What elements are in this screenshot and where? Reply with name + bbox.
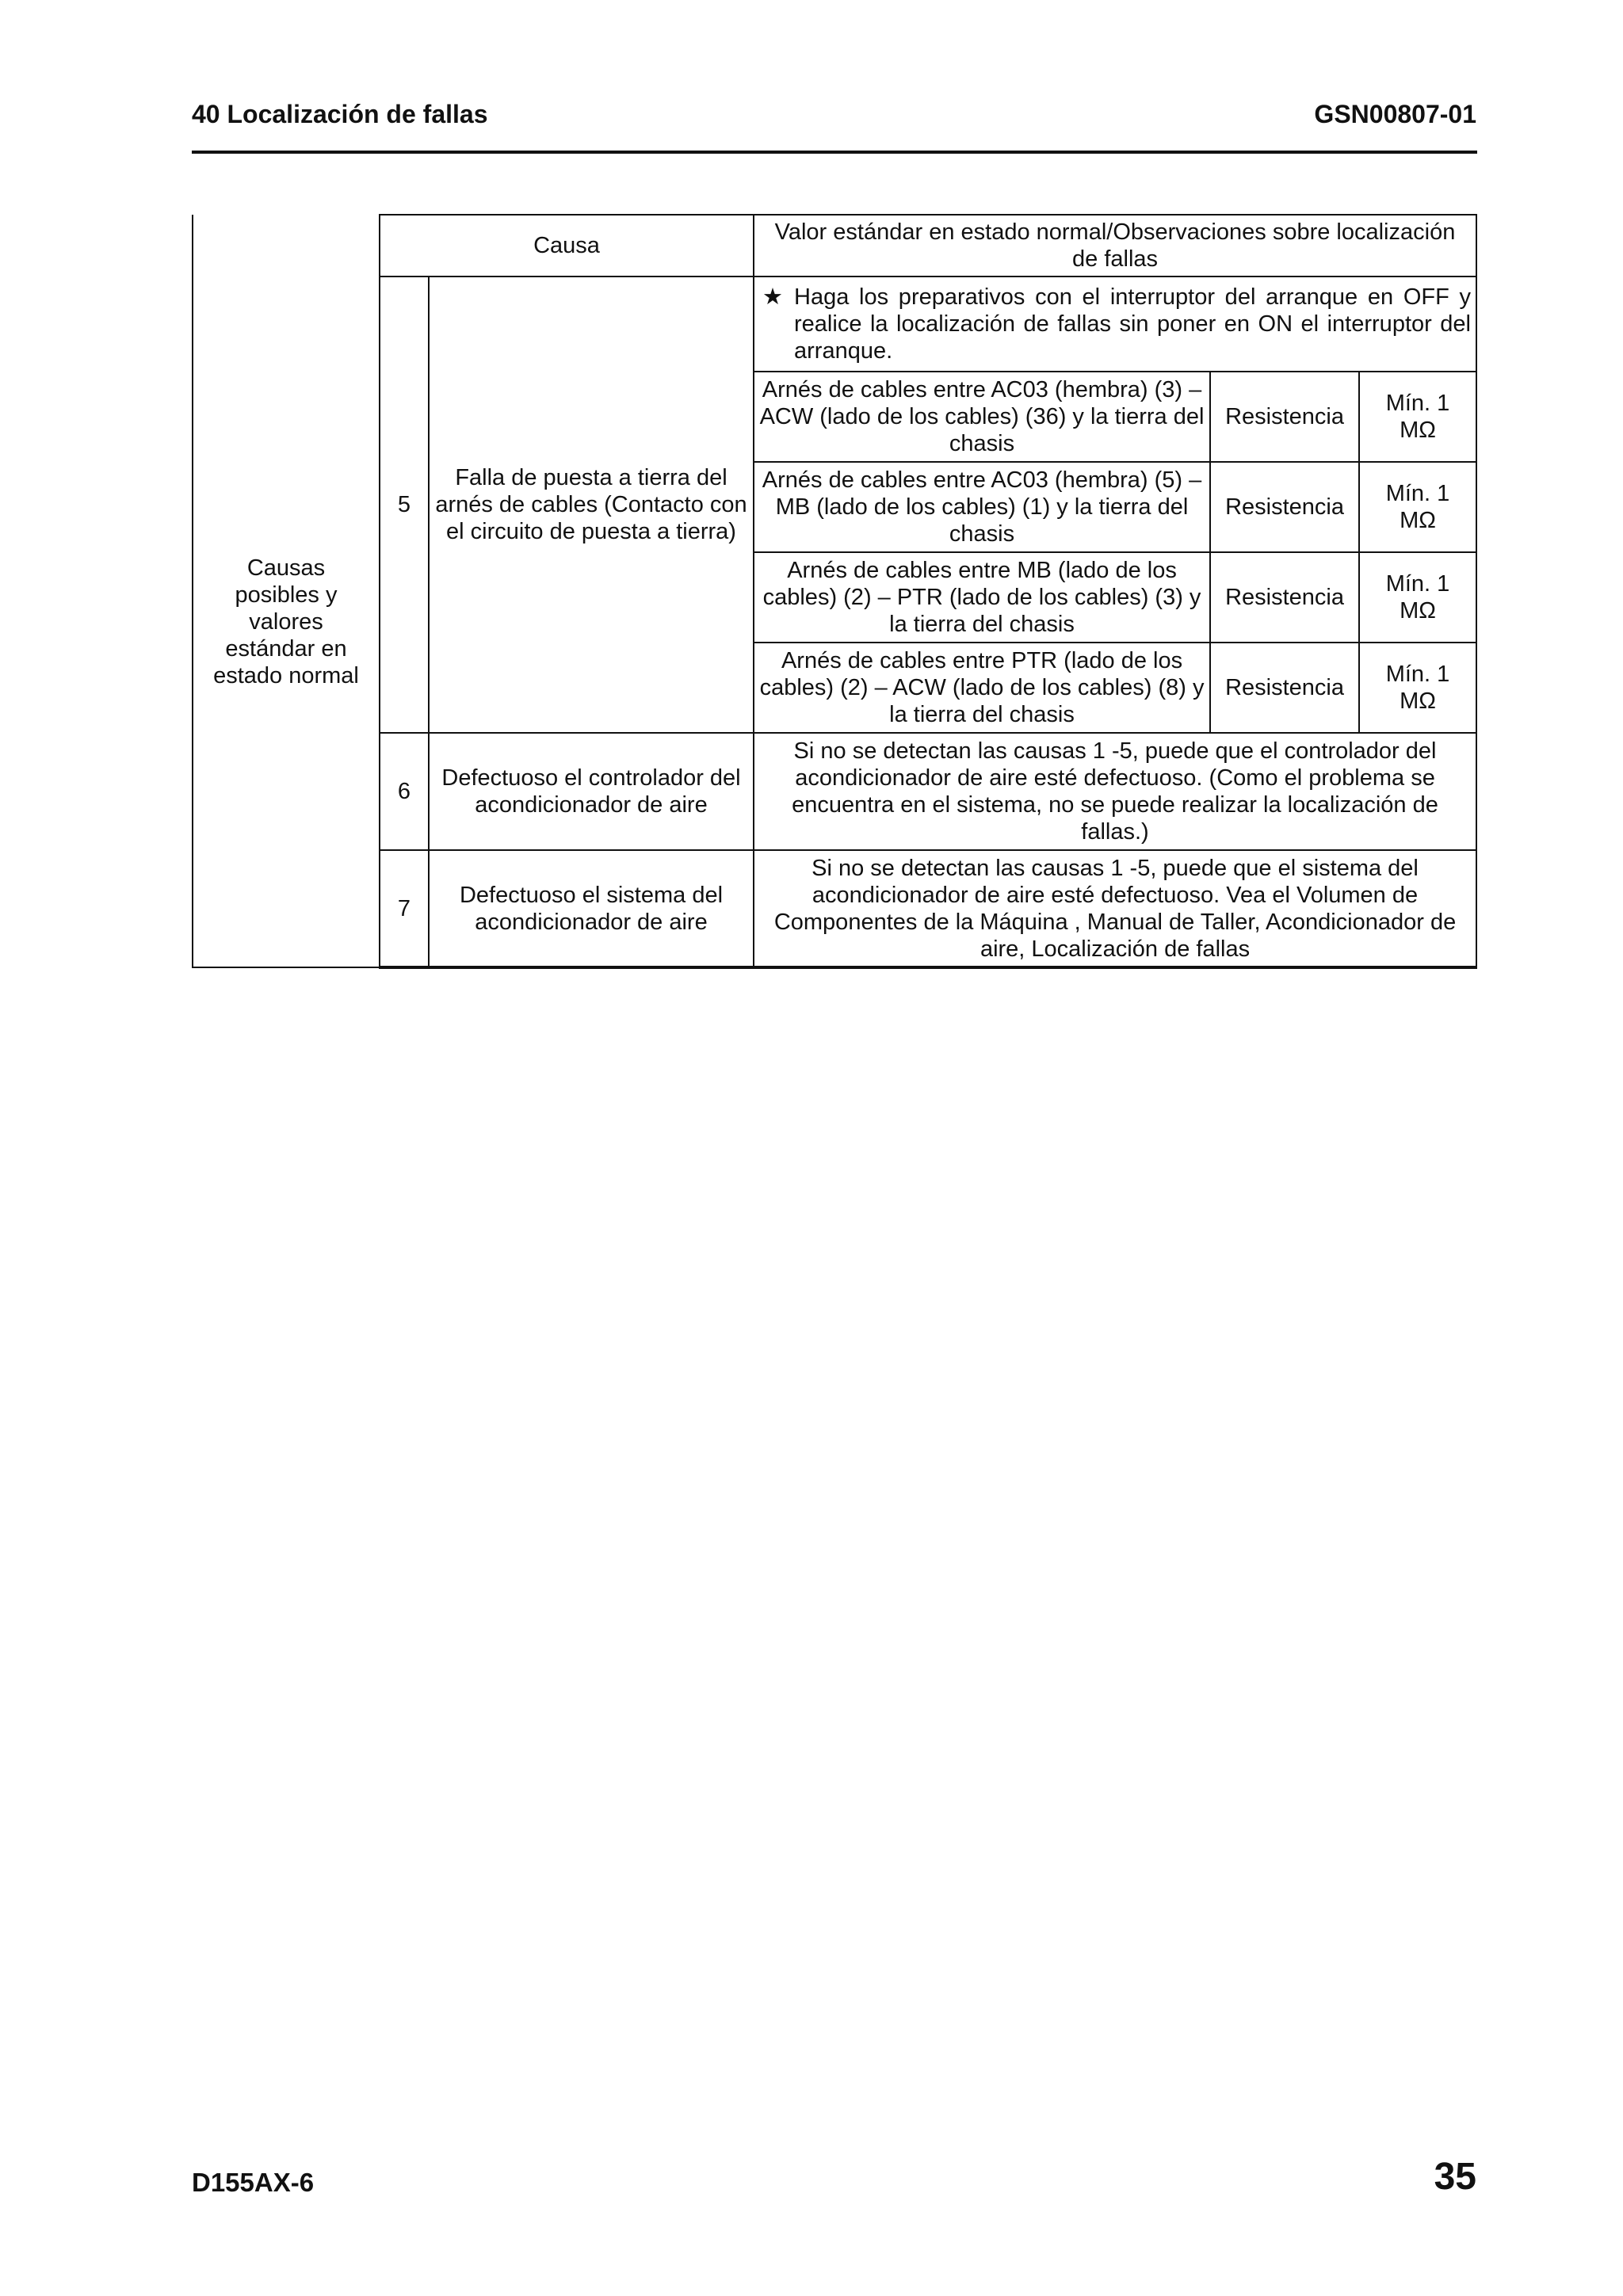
cause-text: Falla de puesta a tierra del arnés de cables (Contacto con el circuito de puesta a tierra): [429, 277, 754, 733]
header-rule: [192, 151, 1477, 154]
page-number: 35: [1434, 2156, 1476, 2198]
troubleshooting-table: [192, 214, 1477, 969]
check-item: Resistencia: [1210, 372, 1359, 462]
check-description: Arnés de cables entre AC03 (hembra) (5) – MB (lado de los cables) (1) y la tierra del chasis: [754, 462, 1210, 552]
check-value: Mín. 1 MΩ: [1359, 372, 1476, 462]
check-item: Resistencia: [1210, 643, 1359, 733]
check-item: Resistencia: [1210, 552, 1359, 643]
star-icon: ★: [762, 284, 784, 310]
cause-header: Causa: [380, 215, 754, 277]
check-description: Arnés de cables entre AC03 (hembra) (3) – ACW (lado de los cables) (36) y la tierra del chasis: [754, 372, 1210, 462]
preparation-note: [754, 277, 1476, 372]
cause-text: Defectuoso el sistema del acondicionador de aire: [429, 850, 754, 967]
check-description: Arnés de cables entre PTR (lado de los cables) (2) – ACW (lado de los cables) (8) y la tierra del chasis: [754, 643, 1210, 733]
remark-text: Si no se detectan las causas 1 -5, puede que el sistema del acondicionador de aire esté defectuoso. Vea el Volumen de Componentes de la Máquina , Manual de Taller, Acondicionador de aire, Localización de fallas: [754, 850, 1476, 967]
side-label-text: Causas posibles y valores estándar en estado normal: [213, 555, 359, 688]
cause-text: Defectuoso el controlador del acondicionador de aire: [429, 733, 754, 850]
section-title: 40 Localización de fallas: [192, 100, 488, 128]
check-description: Arnés de cables entre MB (lado de los cables) (2) – PTR (lado de los cables) (3) y la tierra del chasis: [754, 552, 1210, 643]
check-value: Mín. 1 MΩ: [1359, 643, 1476, 733]
remark-text: Si no se detectan las causas 1 -5, puede que el controlador del acondicionador de aire esté defectuoso. (Como el problema se encuentra en el sistema, no se puede realizar la localización de fallas.): [754, 733, 1476, 850]
side-label: [193, 277, 380, 967]
check-value: Mín. 1 MΩ: [1359, 462, 1476, 552]
check-value: Mín. 1 MΩ: [1359, 552, 1476, 643]
row-number: 6: [380, 733, 429, 850]
row-number: 5: [380, 277, 429, 733]
preparation-note-text: Haga los preparativos con el interruptor del arranque en OFF y realice la localización de fallas sin poner en ON el interruptor del arranque.: [794, 284, 1472, 364]
value-header: Valor estándar en estado normal/Observaciones sobre localización de fallas: [754, 215, 1476, 277]
check-item: Resistencia: [1210, 462, 1359, 552]
document-code: GSN00807-01: [1314, 100, 1476, 128]
row-number: 7: [380, 850, 429, 967]
model-code: D155AX-6: [192, 2168, 315, 2197]
side-cell-top: [193, 215, 380, 277]
